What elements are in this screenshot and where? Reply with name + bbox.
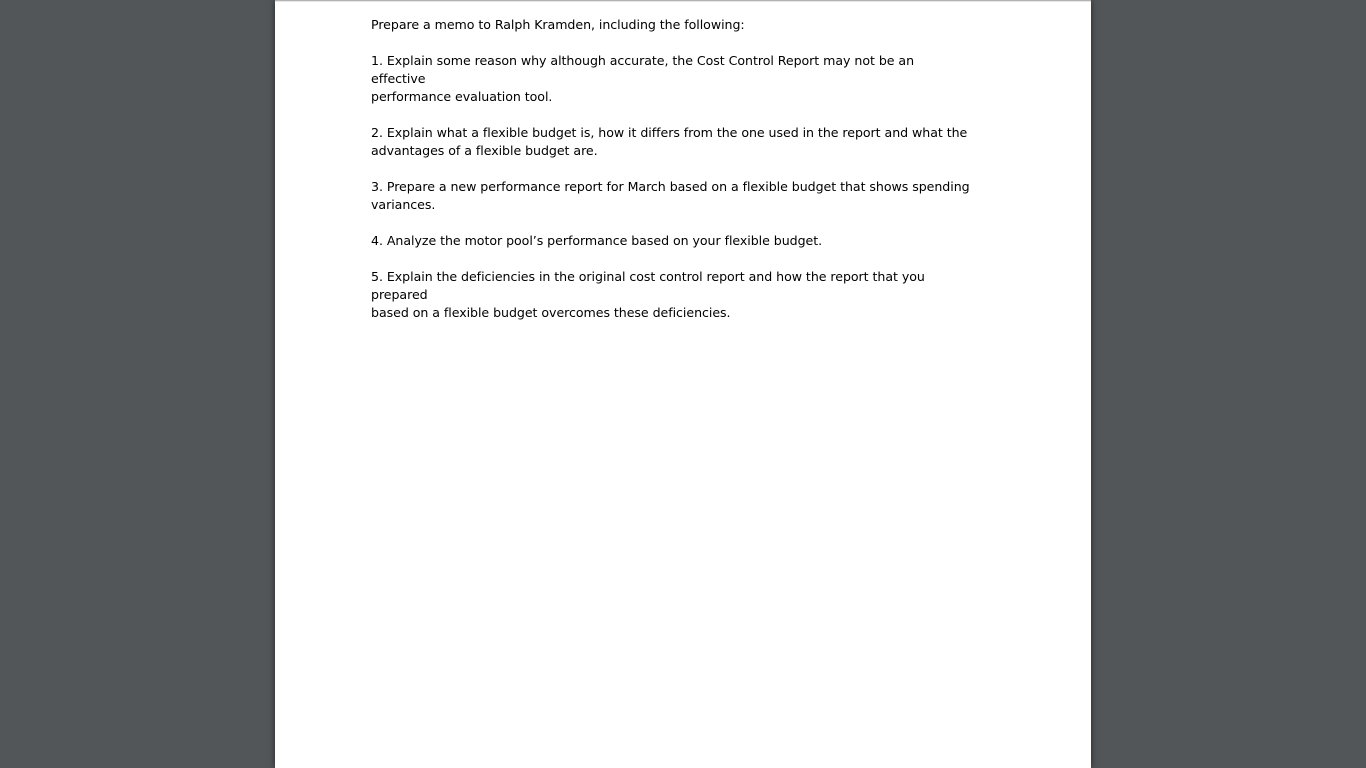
list-item-line: advantages of a flexible budget are. [371,143,598,158]
list-item [371,268,971,322]
list-item-line: 5. Explain the deficiencies in the original cost control report and how the report that you prepared [371,269,925,302]
list-item-line: 2. Explain what a flexible budget is, how it differs from the one used in the report and what the [371,125,968,140]
memo-intro: Prepare a memo to Ralph Kramden, including the following: [371,17,745,32]
page-edge [275,0,1091,2]
list-item [371,124,971,160]
page-content [371,16,971,340]
document-page [275,0,1091,768]
list-item-line: based on a flexible budget overcomes these deficiencies. [371,305,731,320]
list-item-line: 3. Prepare a new performance report for March based on a flexible budget that shows spending [371,179,970,194]
list-item [371,178,971,214]
list-item [371,52,971,106]
list-item-line: 4. Analyze the motor pool’s performance based on your flexible budget. [371,233,823,248]
list-item-line: variances. [371,197,436,212]
list-item-line: 1. Explain some reason why although accurate, the Cost Control Report may not be an effective [371,53,915,86]
list-item [371,232,971,250]
list-item-line: performance evaluation tool. [371,89,553,104]
